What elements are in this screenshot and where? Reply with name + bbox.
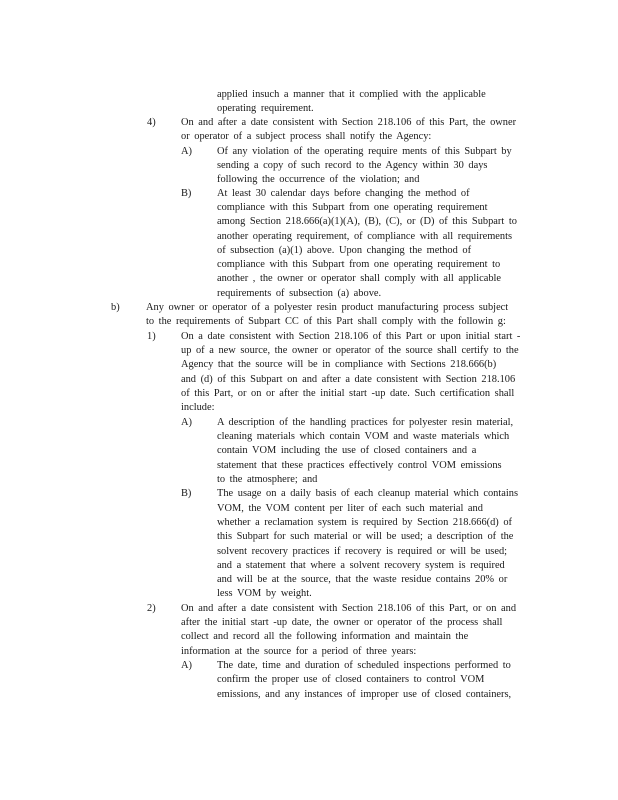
item-b2-line: collect and record all the following information and maintain the: [181, 631, 469, 642]
item-4b-line: compliance with this Subpart from one operating requirement to: [217, 259, 501, 270]
item-b1b-line: VOM, the VOM content per liter of each such material and: [217, 503, 483, 514]
item-b1b-line: this Subpart for such material or will be used; a description of the: [217, 531, 514, 542]
item-b1a-line: A description of the handling practices for polyester resin material,: [217, 417, 514, 428]
item-4-label: 4): [147, 117, 156, 128]
item-b1b-line: solvent recovery practices if recovery is required or will be used;: [217, 546, 508, 557]
item-4a-line: Of any violation of the operating require ments of this Subpart by: [217, 146, 512, 157]
item-b2a-label: A): [181, 660, 192, 671]
item-4b-line: another operating requirement, of compliance with all requirements: [217, 231, 513, 242]
item-b1b-line: and a statement that where a solvent recovery system is required: [217, 560, 505, 571]
item-b2-line: information at the source for a period of three years:: [181, 646, 417, 657]
intro-line: operating requirement.: [217, 103, 314, 114]
item-4a-label: A): [181, 146, 192, 157]
item-4-line: On and after a date consistent with Section 218.106 of this Part, the owner: [181, 117, 517, 128]
item-b2-label: 2): [147, 603, 156, 614]
item-b2-line: On and after a date consistent with Section 218.106 of this Part, or on and: [181, 603, 517, 614]
item-4-line: or operator of a subject process shall notify the Agency:: [181, 131, 432, 142]
item-b1-line: On a date consistent with Section 218.106 of this Part or upon initial start -: [181, 331, 521, 342]
item-b1-line: include:: [181, 402, 215, 413]
item-b1a-label: A): [181, 417, 192, 428]
item-4b-label: B): [181, 188, 192, 199]
item-b1b-line: less VOM by weight.: [217, 588, 312, 599]
item-4b-line: At least 30 calendar days before changing the method of: [217, 188, 470, 199]
item-b1a-line: contain VOM including the use of closed containers and a: [217, 445, 477, 456]
item-b2a-line: emissions, and any instances of improper use of closed containers,: [217, 689, 512, 700]
item-b1a-line: to the atmosphere; and: [217, 474, 318, 485]
item-b1b-line: and will be at the source, that the waste residue contains 20% or: [217, 574, 508, 585]
item-b2a-line: The date, time and duration of scheduled inspections performed to: [217, 660, 511, 671]
item-b1-line: of this Part, or on or after the initial start -up date. Such certification shall: [181, 388, 515, 399]
item-4a-line: following the occurrence of the violation; and: [217, 174, 420, 185]
item-b1a-line: cleaning materials which contain VOM and waste materials which: [217, 431, 510, 442]
item-b1a-line: statement that these practices effectively control VOM emissions: [217, 460, 502, 471]
item-4b-line: compliance with this Subpart from one operating requirement: [217, 202, 488, 213]
item-b1-line: up of a new source, the owner or operator of the source shall certify to the: [181, 345, 519, 356]
item-b1-line: Agency that the source will be in compliance with Sections 218.666(b): [181, 359, 497, 370]
item-b1b-line: The usage on a daily basis of each cleanup material which contains: [217, 488, 518, 499]
item-b-label: b): [111, 302, 120, 313]
item-4a-line: sending a copy of such record to the Agency within 30 days: [217, 160, 488, 171]
intro-line: applied insuch a manner that it complied with the applicable: [217, 89, 486, 100]
item-b1b-label: B): [181, 488, 192, 499]
item-4b-line: another , the owner or operator shall comply with all applicable: [217, 273, 502, 284]
item-4b-line: of subsection (a)(1) above. Upon changing the method of: [217, 245, 472, 256]
item-b2a-line: confirm the proper use of closed containers to control VOM: [217, 674, 485, 685]
item-b1-label: 1): [147, 331, 156, 342]
item-b2-line: after the initial start -up date, the owner or operator of the process shall: [181, 617, 503, 628]
item-b-line: Any owner or operator of a polyester resin product manufacturing process subject: [146, 302, 509, 313]
item-b-line: to the requirements of Subpart CC of this Part shall comply with the followin g:: [146, 316, 506, 327]
item-b1-line: and (d) of this Subpart on and after a date consistent with Section 218.106: [181, 374, 516, 385]
item-4b-line: requirements of subsection (a) above.: [217, 288, 382, 299]
item-b1b-line: whether a reclamation system is required by Section 218.666(d) of: [217, 517, 513, 528]
item-4b-line: among Section 218.666(a)(1)(A), (B), (C), or (D) of this Subpart to: [217, 216, 517, 227]
